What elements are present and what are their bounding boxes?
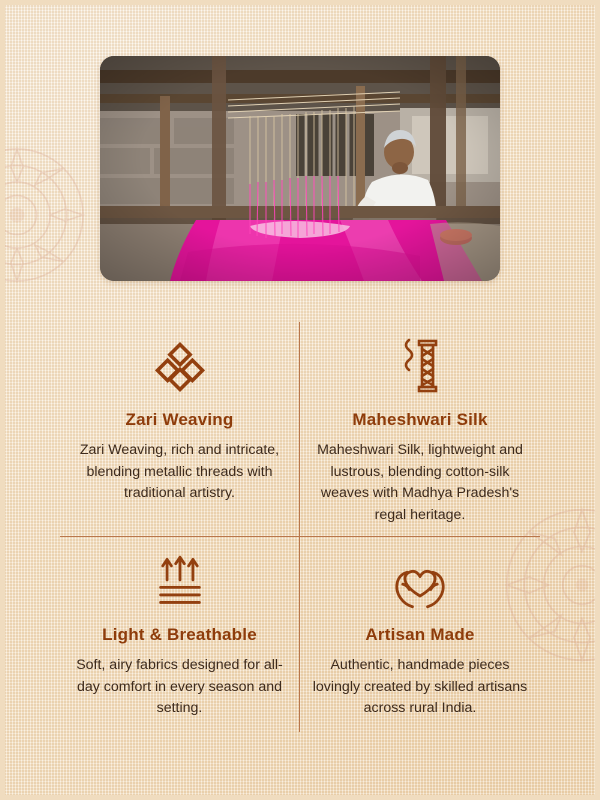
feature-description: Authentic, handmade pieces lovingly created by skilled artisans across rural India.: [312, 657, 528, 717]
mandala-ornament-left: [0, 140, 92, 295]
feature-title: Zari Weaving: [125, 410, 234, 429]
feature-grid: [60, 322, 540, 732]
feature-artisan-made: [300, 537, 540, 732]
feature-light-breathable: [60, 537, 300, 732]
handloom-weaver-photo: [100, 56, 500, 281]
feature-zari-weaving: [60, 322, 300, 537]
feature-maheshwari-silk: [300, 322, 540, 537]
silk-thread-spool-icon: [397, 336, 443, 398]
feature-title: Light & Breathable: [102, 625, 257, 645]
feature-description: Zari Weaving, rich and intricate, blending metallic threads with traditional artistry.: [79, 442, 280, 502]
breathable-airflow-icon: [154, 551, 206, 613]
feature-description: Soft, airy fabrics designed for all-day comfort in every season and setting.: [76, 657, 283, 717]
zari-weaving-knot-icon: [153, 336, 207, 398]
feature-title: Maheshwari Silk: [352, 410, 488, 429]
feature-description: Maheshwari Silk, lightweight and lustrous, blending cotton-silk weaves with Madhya Pradesh's regal heritage.: [317, 442, 523, 523]
hands-holding-heart-icon: [392, 551, 448, 613]
feature-title: Artisan Made: [365, 625, 475, 645]
